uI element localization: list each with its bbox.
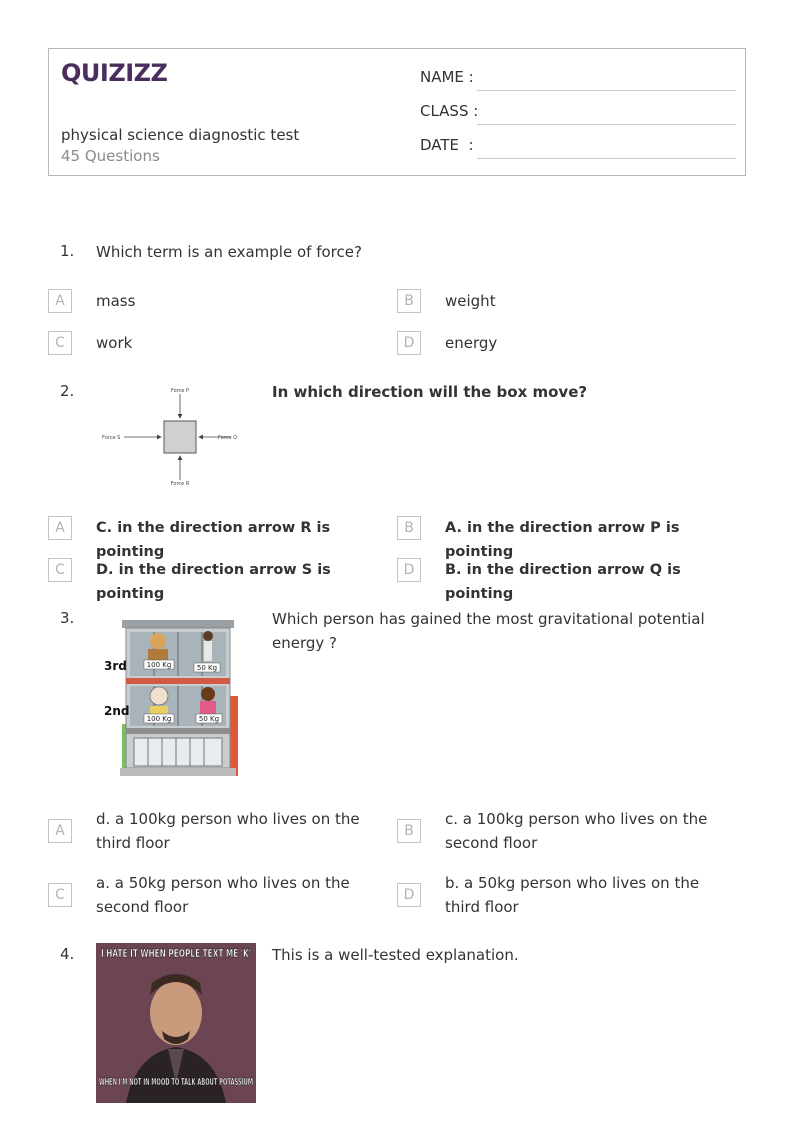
question-number: 1. bbox=[60, 242, 75, 260]
option-text: weight bbox=[445, 292, 496, 310]
class-line bbox=[477, 124, 736, 125]
question-number: 4. bbox=[60, 945, 75, 963]
force-p-label: Force P bbox=[170, 388, 190, 394]
option-text: d. a 100kg person who lives on the third floor bbox=[96, 810, 360, 852]
question-text: Which person has gained the most gravitational potential energy ? bbox=[272, 610, 705, 652]
worksheet-header bbox=[48, 48, 746, 176]
name-field[interactable] bbox=[420, 68, 736, 92]
weight-label: 100 Kg bbox=[146, 715, 172, 723]
option-letter[interactable]: D bbox=[397, 883, 421, 907]
option-letter[interactable]: A bbox=[48, 819, 72, 843]
option-text: c. a 100kg person who lives on the second floor bbox=[445, 810, 708, 852]
meme-top-text: I HATE IT WHEN PEOPLE TEXT ME 'K' bbox=[101, 948, 251, 960]
question-text: Which term is an example of force? bbox=[96, 243, 362, 261]
option-letter[interactable]: A bbox=[48, 516, 72, 540]
class-label: CLASS : bbox=[420, 102, 479, 120]
date-field[interactable] bbox=[420, 136, 736, 160]
quizizz-logo: QUIZIZZ bbox=[61, 59, 168, 87]
option-text: D. in the direction arrow S is pointing bbox=[96, 562, 331, 602]
class-field[interactable] bbox=[420, 102, 736, 126]
force-q-label: Force Q bbox=[218, 435, 238, 441]
force-s-label: Force S bbox=[102, 435, 121, 441]
question-text: In which direction will the box move? bbox=[272, 383, 588, 401]
meme-image bbox=[96, 943, 256, 1103]
option-text: B. in the direction arrow Q is pointing bbox=[445, 562, 681, 602]
date-line bbox=[477, 158, 736, 159]
option-letter[interactable]: B bbox=[397, 289, 421, 313]
floor-label: 2nd bbox=[104, 704, 130, 718]
weight-label: 50 Kg bbox=[198, 715, 220, 723]
question-number: 3. bbox=[60, 609, 75, 627]
option-text: a. a 50kg person who lives on the second floor bbox=[96, 874, 350, 916]
building-image bbox=[96, 614, 242, 776]
force-diagram bbox=[96, 384, 246, 488]
option-text: mass bbox=[96, 292, 136, 310]
option-letter[interactable]: C bbox=[48, 331, 72, 355]
option-text: b. a 50kg person who lives on the third floor bbox=[445, 874, 700, 916]
force-r-label: Force R bbox=[170, 481, 190, 487]
question-number: 2. bbox=[60, 382, 75, 400]
weight-label: 100 Kg bbox=[146, 661, 172, 669]
floor-label: 3rd bbox=[104, 659, 127, 673]
name-label: NAME : bbox=[420, 68, 474, 86]
option-letter[interactable]: C bbox=[48, 558, 72, 582]
option-text: C. in the direction arrow R is pointing bbox=[96, 520, 331, 560]
option-letter[interactable]: A bbox=[48, 289, 72, 313]
option-text: work bbox=[96, 334, 133, 352]
name-line bbox=[477, 90, 736, 91]
date-label: DATE : bbox=[420, 136, 474, 154]
option-letter[interactable]: B bbox=[397, 819, 421, 843]
option-text: energy bbox=[445, 334, 498, 352]
meme-bottom-text: WHEN I'M NOT IN MOOD TO TALK ABOUT POTASSIUM bbox=[99, 1077, 254, 1088]
test-title: physical science diagnostic test bbox=[61, 126, 300, 144]
option-letter[interactable]: D bbox=[397, 331, 421, 355]
option-letter[interactable]: D bbox=[397, 558, 421, 582]
question-count: 45 Questions bbox=[61, 147, 160, 165]
weight-label: 50 Kg bbox=[196, 664, 218, 672]
option-letter[interactable]: C bbox=[48, 883, 72, 907]
question-text: This is a well-tested explanation. bbox=[272, 946, 519, 964]
option-letter[interactable]: B bbox=[397, 516, 421, 540]
option-text: A. in the direction arrow P is pointing bbox=[445, 520, 680, 560]
